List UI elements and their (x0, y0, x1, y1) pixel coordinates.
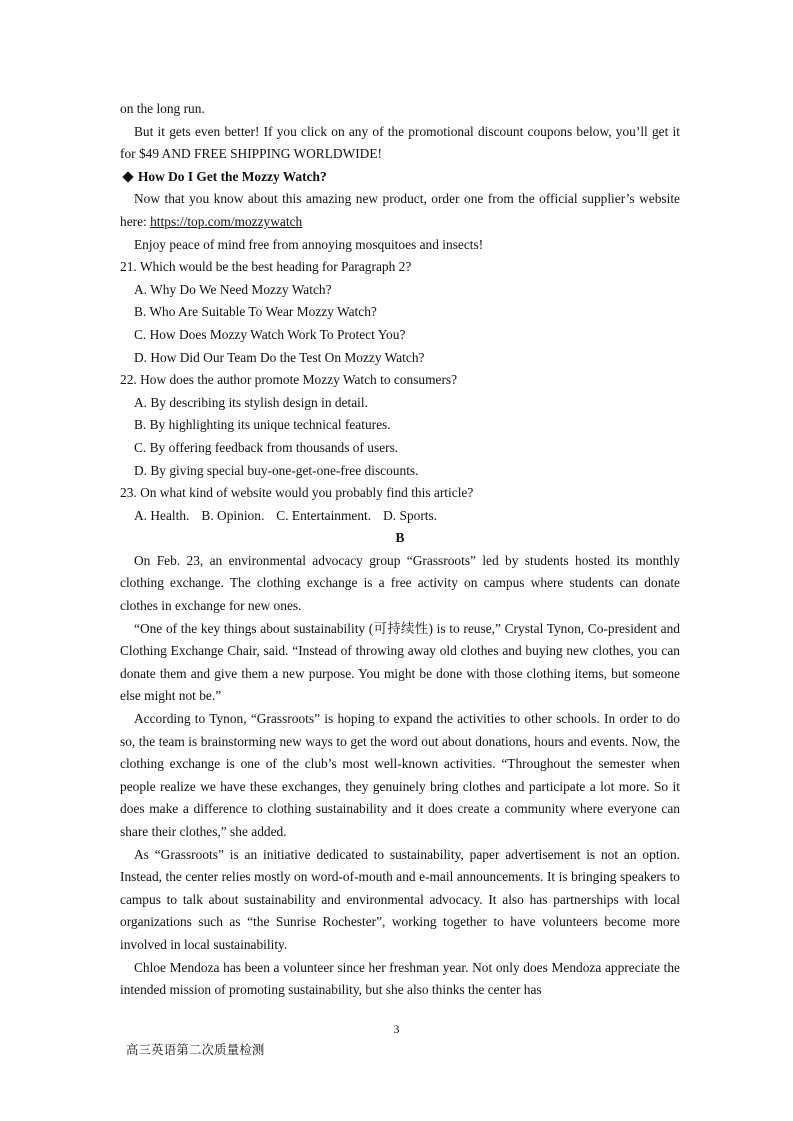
continued-line: on the long run. (120, 101, 205, 116)
passage-b-paragraph-2: “One of the key things about sustainability (可持续性) is to reuse,” Crystal Tynon, Co-president and Clothing Exchange Chair, said. “Instead of throwing away old clothes and buying new clothes, you can donate them and give them a new purpose. You might be done with those clothing items, but someone else might not be.” (120, 620, 680, 704)
question-22-option-c: C. By offering feedback from thousands of users. (134, 439, 399, 455)
question-23-option-b: B. Opinion. (201, 507, 265, 523)
diamond-bullet-icon (122, 172, 133, 183)
page-content (120, 98, 680, 1002)
question-21-option-b: B. Who Are Suitable To Wear Mozzy Watch? (134, 304, 377, 320)
heading-text: How Do I Get the Mozzy Watch? (138, 168, 327, 184)
passage-b-paragraph-4: As “Grassroots” is an initiative dedicated to sustainability, paper advertisement is not an option. Instead, the center relies mostly on word-of-mouth and e-mail announcements. It is bringing speakers to campus to talk about sustainability and environmental advocacy. It also has partnerships with local organizations such as “the Sunrise Rochester”, working together to have volunteers become more involved in local sustainability. (120, 846, 680, 952)
enjoy-paragraph: Enjoy peace of mind free from annoying mosquitoes and insects! (134, 236, 484, 252)
promo-paragraph: But it gets even better! If you click on any of the promotional discount coupons below, you’ll get it for $49 AND FREE SHIPPING WORLDWIDE! (120, 123, 680, 162)
supplier-link[interactable]: https://top.com/mozzywatch (150, 213, 303, 229)
question-22-option-d: D. By giving special buy-one-get-one-free discounts. (134, 462, 419, 478)
question-23-option-d: D. Sports. (383, 507, 438, 523)
question-22-stem: 22. How does the author promote Mozzy Watch to consumers? (120, 372, 458, 388)
order-text: Now that you know about this amazing new product, order one from the official supplier’s website here: (120, 191, 680, 229)
order-paragraph (120, 188, 680, 233)
question-21-stem: 21. Which would be the best heading for Paragraph 2? (120, 259, 412, 275)
passage-b-letter: B (395, 530, 405, 546)
question-23-option-a: A. Health. (134, 507, 190, 523)
page-number: 3 (393, 1022, 400, 1036)
question-22-option-b: B. By highlighting its unique technical features. (134, 417, 391, 433)
passage-b-paragraph-5: Chloe Mendoza has been a volunteer since her freshman year. Not only does Mendoza appreciate the intended mission of promoting sustainability, but she also thinks the center has (120, 959, 680, 998)
passage-b-paragraph-1: On Feb. 23, an environmental advocacy group “Grassroots” led by students hosted its monthly clothing exchange. The clothing exchange is a free activity on campus where students can donate clothes in exchange for new ones. (120, 552, 680, 614)
question-21-option-d: D. How Did Our Team Do the Test On Mozzy Watch? (134, 349, 425, 365)
question-23-option-c: C. Entertainment. (276, 507, 372, 523)
question-23-options (120, 505, 680, 528)
passage-b-paragraph-3: According to Tynon, “Grassroots” is hoping to expand the activities to other schools. In order to do so, the team is brainstorming new ways to get the word out about donations, hours and events. Now, the clothing exchange is one of the club’s most well-known activities. “Throughout the semester when people realize we have these exchanges, they genuinely bring clothes and participate a lot more. So it does make a difference to clothing sustainability and it does create a community where everyone can share their clothes,” she added. (120, 711, 680, 839)
exam-title-footer: 高三英语第二次质量检测 (126, 1042, 265, 1057)
question-21-option-a: A. Why Do We Need Mozzy Watch? (134, 281, 332, 297)
question-21-option-c: C. How Does Mozzy Watch Work To Protect You? (134, 326, 406, 342)
question-22-option-a: A. By describing its stylish design in detail. (134, 394, 368, 410)
section-heading (120, 166, 680, 189)
question-23-stem: 23. On what kind of website would you probably find this article? (120, 485, 474, 501)
